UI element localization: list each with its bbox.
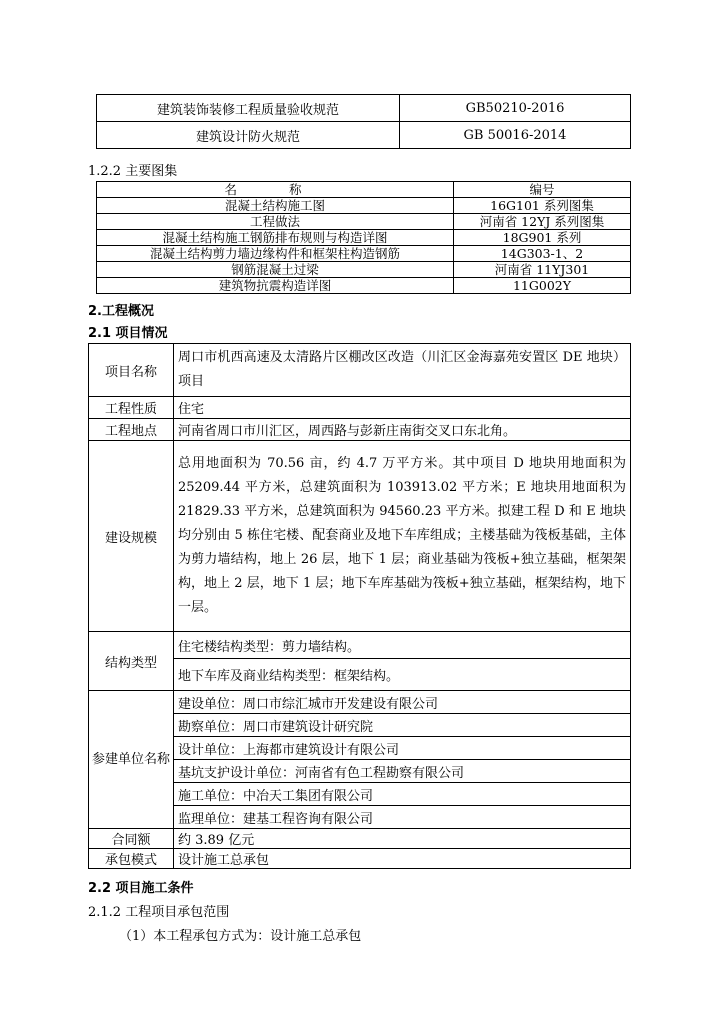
project-unit: 施工单位：中冶天工集团有限公司 bbox=[174, 783, 631, 806]
project-mode-value: 设计施工总承包 bbox=[174, 849, 631, 869]
project-mode-label: 承包模式 bbox=[89, 849, 174, 869]
atlas-name: 混凝土结构剪力墙边缘构件和框架柱构造钢筋 bbox=[97, 246, 454, 262]
project-location-value: 河南省周口市川汇区，周西路与彭新庄南街交叉口东北角。 bbox=[174, 419, 631, 441]
project-structure-value: 住宅楼结构类型：剪力墙结构。 bbox=[174, 632, 631, 659]
project-units-label: 参建单位名称 bbox=[89, 691, 174, 829]
project-unit: 基坑支护设计单位：河南省有色工程勘察有限公司 bbox=[174, 760, 631, 783]
project-location-label: 工程地点 bbox=[89, 419, 174, 441]
section-2-2-title: 2.2 项目施工条件 bbox=[88, 881, 194, 896]
project-unit: 设计单位：上海都市建筑设计有限公司 bbox=[174, 737, 631, 760]
atlas-name: 混凝土结构施工图 bbox=[97, 198, 454, 214]
table-row bbox=[97, 230, 631, 246]
table-row bbox=[89, 829, 631, 849]
atlas-code: 18G901 系列 bbox=[454, 230, 631, 246]
section-2-title: 2.工程概况 bbox=[88, 304, 154, 319]
atlas-name: 混凝土结构施工钢筋排布规则与构造详图 bbox=[97, 230, 454, 246]
item-1-text: （1）本工程承包方式为：设计施工总承包 bbox=[119, 929, 362, 944]
atlas-heading: 1.2.2 主要图集 bbox=[88, 164, 178, 179]
standard-name: 建筑装饰装修工程质量验收规范 bbox=[97, 95, 400, 122]
section-2-1-title: 2.1 项目情况 bbox=[88, 326, 168, 341]
table-row bbox=[89, 849, 631, 869]
project-structure-value: 地下车库及商业结构类型：框架结构。 bbox=[174, 659, 631, 691]
project-contract-label: 合同额 bbox=[89, 829, 174, 849]
table-row bbox=[89, 632, 631, 659]
project-unit: 监理单位：建基工程咨询有限公司 bbox=[174, 806, 631, 829]
table-row bbox=[97, 198, 631, 214]
atlas-name: 钢筋混凝土过梁 bbox=[97, 262, 454, 278]
table-row bbox=[97, 262, 631, 278]
table-header-row bbox=[97, 182, 631, 198]
project-contract-value: 约 3.89 亿元 bbox=[174, 829, 631, 849]
table-row bbox=[97, 214, 631, 230]
table-row bbox=[97, 246, 631, 262]
table-row bbox=[89, 397, 631, 419]
sub-2-1-2-title: 2.1.2 工程项目承包范围 bbox=[88, 905, 230, 920]
project-structure-label: 结构类型 bbox=[89, 632, 174, 691]
project-nature-label: 工程性质 bbox=[89, 397, 174, 419]
atlas-code: 河南省 11YJ301 bbox=[454, 262, 631, 278]
standard-name: 建筑设计防火规范 bbox=[97, 122, 400, 149]
project-scale-value: 总用地面积为 70.56 亩，约 4.7 万平方米。其中项目 D 地块用地面积为 25209.44 平方米，总建筑面积为 103913.02 平方米；E 地块用地面积为 21829.33 平方米，总建筑面积为 94560.23 平方米。拟建工程 D 和 E 地块均分别由 5 栋住宅楼、配套商业及地下车库组成；主楼基础为筏板基础，主体为剪力墙结构，地上 26 层，地下 1 层；商业基础为筏板+独立基础，框架架构，地上 2 层，地下 1 层；地下车库基础为筏板+独立基础，框架结构，地下一层。 bbox=[174, 441, 631, 632]
standards-table bbox=[96, 94, 631, 149]
table-row bbox=[97, 95, 631, 122]
atlas-code: 14G303-1、2 bbox=[454, 246, 631, 262]
atlas-name: 工程做法 bbox=[97, 214, 454, 230]
project-unit: 建设单位：周口市综汇城市开发建设有限公司 bbox=[174, 691, 631, 714]
atlas-table bbox=[96, 181, 631, 294]
standard-code: GB50210-2016 bbox=[400, 95, 631, 122]
atlas-header-code: 编号 bbox=[454, 182, 631, 198]
table-row bbox=[89, 419, 631, 441]
atlas-code: 河南省 12YJ 系列图集 bbox=[454, 214, 631, 230]
project-info-table bbox=[88, 343, 631, 869]
table-row bbox=[97, 278, 631, 294]
project-unit: 勘察单位：周口市建筑设计研究院 bbox=[174, 714, 631, 737]
atlas-header-name bbox=[97, 182, 454, 198]
standard-code: GB 50016-2014 bbox=[400, 122, 631, 149]
table-row bbox=[89, 691, 631, 714]
atlas-code: 16G101 系列图集 bbox=[454, 198, 631, 214]
atlas-code: 11G002Y bbox=[454, 278, 631, 294]
project-name-label: 项目名称 bbox=[89, 344, 174, 397]
table-row bbox=[89, 441, 631, 632]
project-name-value: 周口市机西高速及太清路片区棚改区改造（川汇区金海嘉苑安置区 DE 地块）项目 bbox=[174, 344, 631, 397]
project-nature-value: 住宅 bbox=[174, 397, 631, 419]
table-row bbox=[97, 122, 631, 149]
table-row bbox=[89, 344, 631, 397]
atlas-header-name-text: 名 称 bbox=[224, 181, 326, 197]
project-scale-label: 建设规模 bbox=[89, 441, 174, 632]
atlas-name: 建筑物抗震构造详图 bbox=[97, 278, 454, 294]
